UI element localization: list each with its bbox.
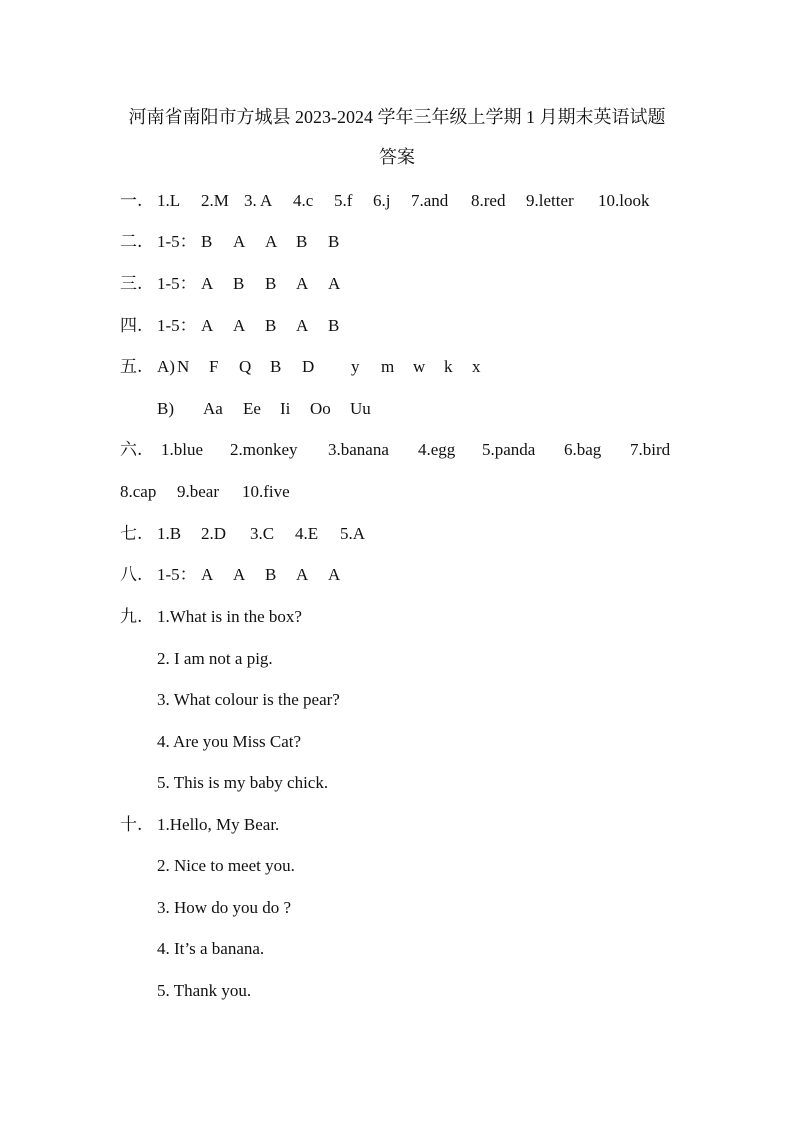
answer-sentence: 1.What is in the box? — [157, 607, 302, 626]
answer-item: B — [265, 316, 277, 335]
answer-item: y — [351, 357, 360, 376]
section-6 — [120, 438, 670, 462]
answer-range: 1-5： — [157, 232, 197, 251]
answer-item: 5.A — [340, 524, 366, 543]
section-4 — [120, 314, 339, 338]
answer-item: 4.c — [293, 191, 314, 210]
answer-range: 1-5： — [157, 565, 197, 584]
section-number: 八. — [120, 565, 143, 585]
section-number: 十. — [120, 815, 143, 835]
answer-sentence: 4. It’s a banana. — [157, 939, 265, 958]
answer-item: 7.and — [411, 191, 449, 210]
answer-item: A — [296, 316, 309, 335]
section-number: 七. — [120, 524, 143, 544]
page-title: 河南省南阳市方城县 2023-2024 学年三年级上学期 1 月期末英语试题 — [128, 107, 666, 127]
answer-range: 1-5： — [157, 274, 197, 293]
answer-item: 4.egg — [418, 440, 456, 459]
answer-item: 5.f — [334, 191, 353, 210]
section-6-continued — [120, 480, 290, 504]
answer-item: 10.five — [242, 482, 290, 501]
answer-item: 2.monkey — [230, 440, 298, 459]
answer-item: 10.look — [598, 191, 650, 210]
answer-item: 1.blue — [161, 440, 204, 459]
answer-item: 9.bear — [177, 482, 220, 501]
answer-item: B — [270, 357, 282, 376]
answer-sentence: 4. Are you Miss Cat? — [157, 732, 302, 751]
answer-item: A — [233, 316, 246, 335]
answer-item: A — [201, 316, 214, 335]
answer-item: 9.letter — [526, 191, 574, 210]
answer-item: 6.j — [373, 191, 391, 210]
answer-sentence: 3. What colour is the pear? — [157, 690, 340, 709]
answer-item: 2.M — [201, 191, 229, 210]
section-2 — [120, 230, 339, 254]
answer-item: 1.B — [157, 524, 182, 543]
answer-item: Ii — [280, 399, 291, 418]
section-number: 五. — [120, 357, 143, 377]
section-7 — [120, 522, 365, 546]
answer-item: Q — [239, 357, 252, 376]
section-9 — [120, 605, 302, 629]
answer-item: B — [233, 274, 245, 293]
section-number: 九. — [120, 607, 143, 627]
answer-item: A — [233, 232, 246, 251]
section-number: 六. — [120, 440, 143, 460]
answer-sentence: 1.Hello, My Bear. — [157, 815, 280, 834]
answer-item: 3.C — [250, 524, 275, 543]
answer-item: A — [201, 565, 214, 584]
answer-item: B — [265, 274, 277, 293]
section-10 — [120, 813, 279, 837]
section-number: 四. — [120, 316, 143, 336]
answer-range: 1-5： — [157, 316, 197, 335]
answer-item: Uu — [350, 399, 371, 418]
answer-item: 4.E — [295, 524, 319, 543]
answer-item: 8.red — [471, 191, 506, 210]
section-number: 二. — [120, 232, 143, 252]
answer-item: Aa — [203, 399, 223, 418]
answer-item: 2.D — [201, 524, 227, 543]
part-label: A) — [157, 357, 175, 376]
answer-item: 8.cap — [120, 482, 157, 501]
answer-item: B — [265, 565, 277, 584]
answer-item: x — [472, 357, 481, 376]
answer-item: D — [302, 357, 315, 376]
page-subtitle: 答案 — [379, 147, 415, 167]
section-number: 一. — [120, 191, 143, 211]
answer-sentence: 5. Thank you. — [157, 981, 252, 1000]
answer-item: w — [413, 357, 426, 376]
answer-item: Oo — [310, 399, 331, 418]
answer-item: 6.bag — [564, 440, 602, 459]
answer-item: m — [381, 357, 395, 376]
answer-item: A — [328, 565, 341, 584]
answer-item: A — [328, 274, 341, 293]
answer-sentence: 2. Nice to meet you. — [157, 856, 295, 875]
answer-item: 7.bird — [630, 440, 671, 459]
answer-item: A — [265, 232, 278, 251]
answer-item: A — [201, 274, 214, 293]
answer-item: B — [328, 316, 340, 335]
answer-item: Ee — [243, 399, 261, 418]
part-label: B) — [157, 399, 174, 418]
section-8 — [120, 563, 340, 587]
section-3 — [120, 272, 340, 296]
answer-item: 1.L — [157, 191, 181, 210]
answer-item: B — [296, 232, 308, 251]
answer-item: A — [296, 274, 309, 293]
answer-item: 3. A — [244, 191, 273, 210]
answer-item: B — [201, 232, 213, 251]
section-5 — [120, 355, 481, 379]
answer-item: k — [444, 357, 453, 376]
answer-sentence: 2. I am not a pig. — [157, 649, 273, 668]
section-1 — [120, 189, 649, 213]
answer-item: 3.banana — [328, 440, 389, 459]
answer-item: N — [177, 357, 190, 376]
answer-item: A — [296, 565, 309, 584]
answer-sentence: 5. This is my baby chick. — [157, 773, 329, 792]
answer-sentence: 3. How do you do ? — [157, 898, 292, 917]
section-number: 三. — [120, 274, 143, 294]
section-5-part-b — [157, 397, 371, 421]
answer-item: A — [233, 565, 246, 584]
answer-item: B — [328, 232, 340, 251]
answer-item: 5.panda — [482, 440, 536, 459]
answer-item: F — [209, 357, 219, 376]
